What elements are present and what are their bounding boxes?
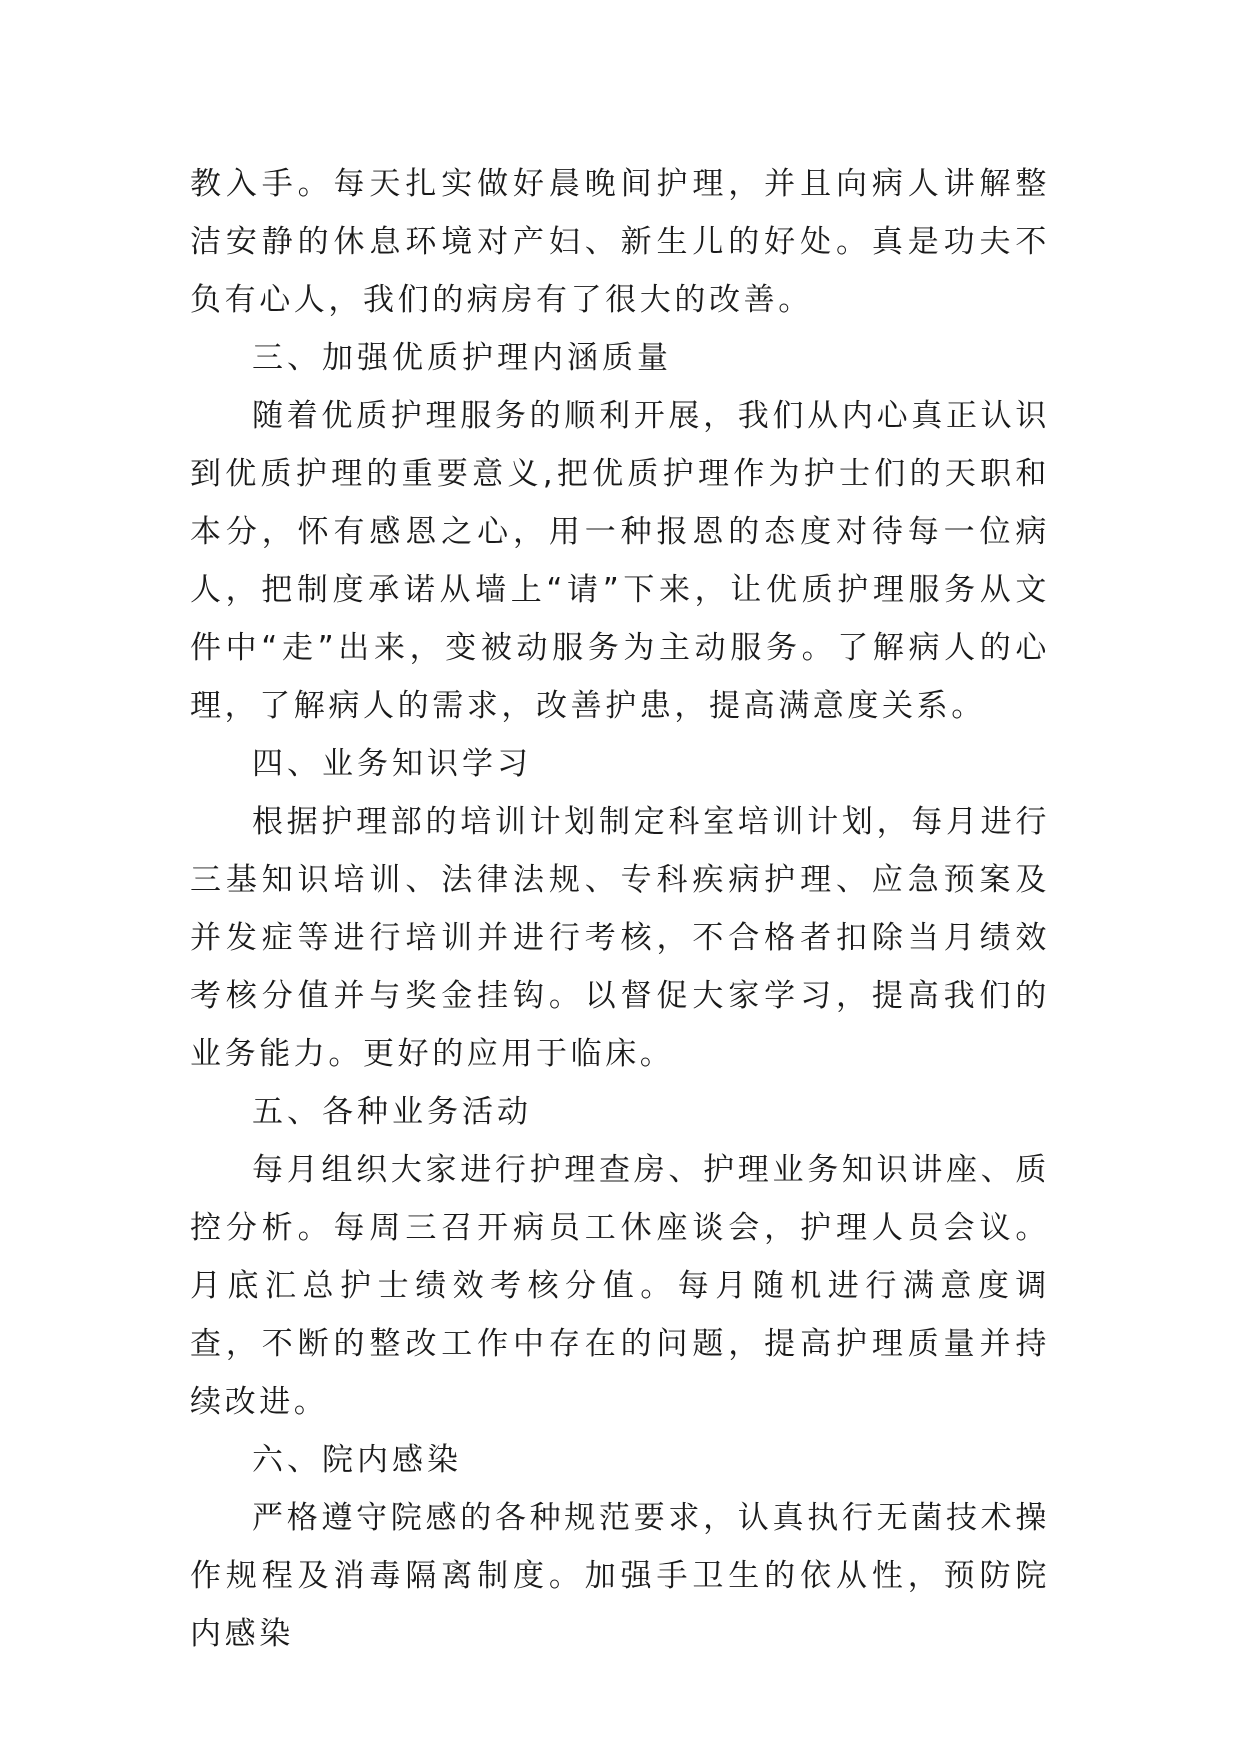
paragraph-business-activities: 每月组织大家进行护理查房、护理业务知识讲座、质控分析。每周三召开病员工休座谈会，护理人员会议。月底汇总护士绩效考核分值。每月随机进行满意度调查，不断的整改工作中存在的问题，提高护理质量并持续改进。 (190, 1152, 1050, 1420)
section-heading-6: 六、院内感染 (252, 1442, 462, 1478)
paragraph-infection-control: 严格遵守院感的各种规范要求，认真执行无菌技术操作规程及消毒隔离制度。加强手卫生的依从性，预防院内感染 (190, 1500, 1050, 1652)
section-heading-4: 四、业务知识学习 (252, 746, 532, 782)
document-body (190, 155, 1050, 1663)
paragraph-continued: 教入手。每天扎实做好晨晚间护理，并且向病人讲解整洁安静的休息环境对产妇、新生儿的好处。真是功夫不负有心人，我们的病房有了很大的改善。 (190, 166, 1050, 318)
paragraph-quality-nursing: 随着优质护理服务的顺利开展，我们从内心真正认识到优质护理的重要意义,把优质护理作为护士们的天职和本分，怀有感恩之心，用一种报恩的态度对待每一位病人，把制度承诺从墙上“请”下来，让优质护理服务从文件中“走”出来，变被动服务为主动服务。了解病人的心理，了解病人的需求，改善护患，提高满意度关系。 (190, 398, 1050, 724)
section-heading-3: 三、加强优质护理内涵质量 (252, 340, 672, 376)
paragraph-knowledge-study: 根据护理部的培训计划制定科室培训计划，每月进行三基知识培训、法律法规、专科疾病护理、应急预案及并发症等进行培训并进行考核，不合格者扣除当月绩效考核分值并与奖金挂钩。以督促大家学习，提高我们的业务能力。更好的应用于临床。 (190, 804, 1050, 1072)
section-heading-5: 五、各种业务活动 (252, 1094, 532, 1130)
